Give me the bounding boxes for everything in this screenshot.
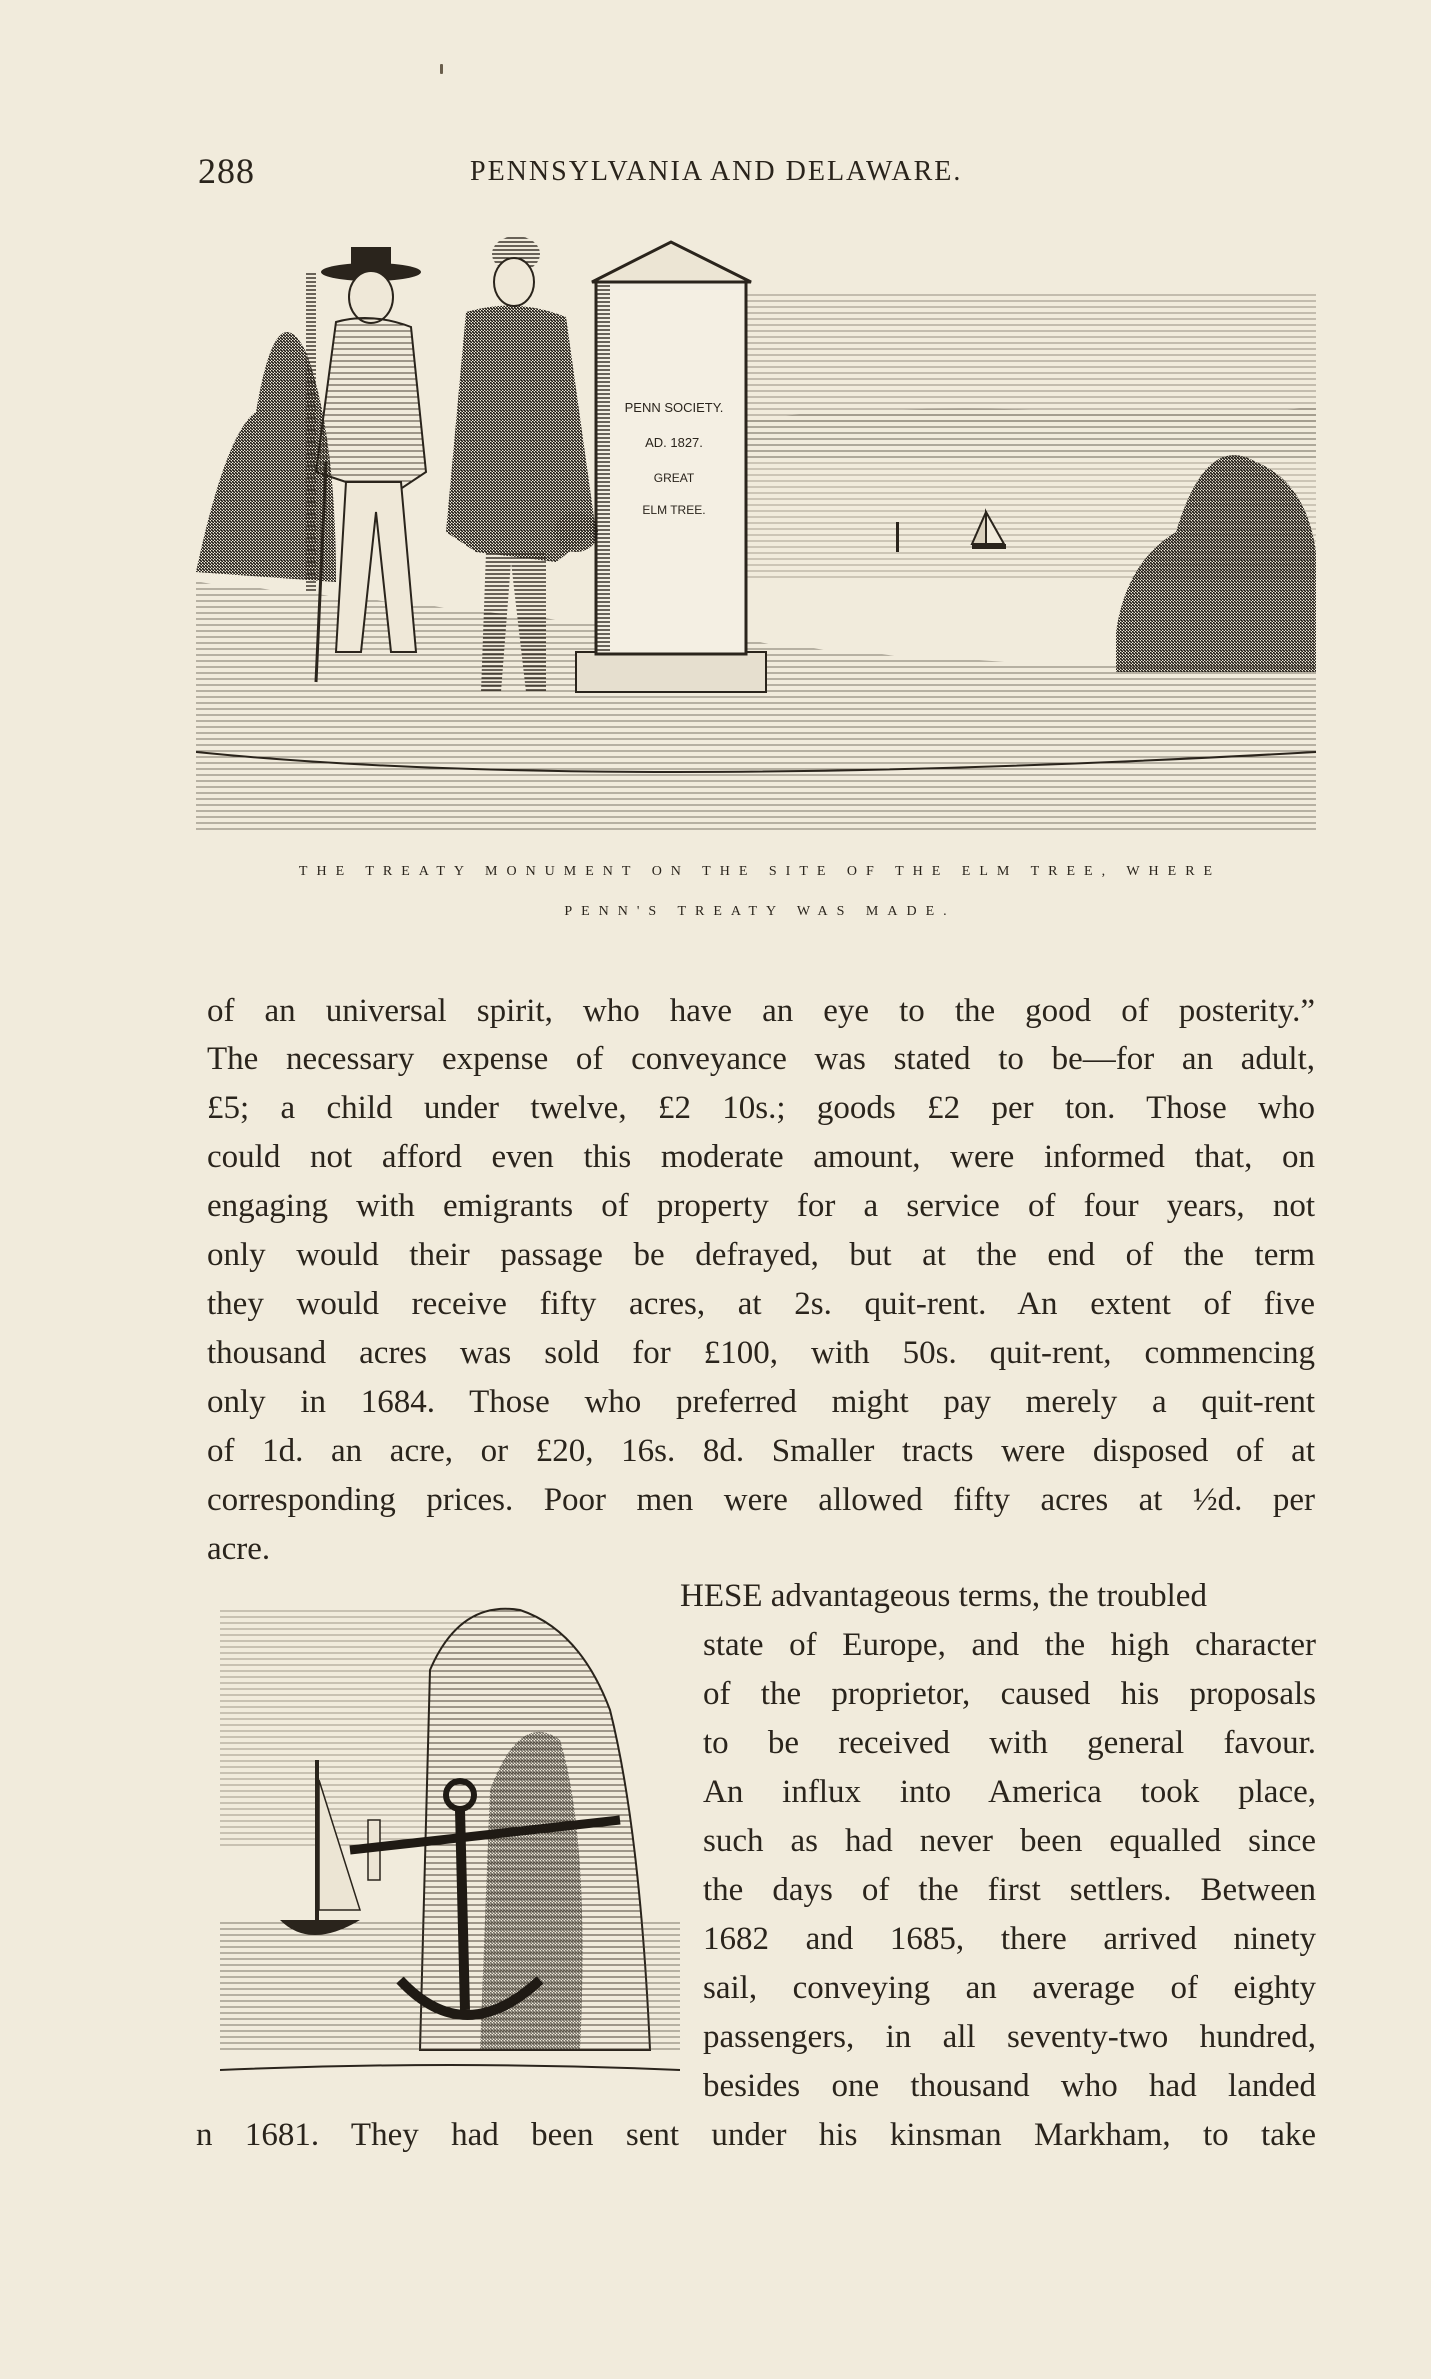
body-text-line: of 1d. an acre, or £20, 16s. 8d. Smaller tracts were disposed of at (207, 1433, 1315, 1469)
treaty-monument-engraving (196, 232, 1320, 832)
monument-line-3: GREAT (653, 471, 695, 485)
drop-paragraph-line: 1682 and 1685, there arrived ninety (703, 1921, 1316, 1957)
body-text-line: engaging with emigrants of property for a service of four years, not (207, 1188, 1315, 1224)
figure-caption-line-1: THE TREATY MONUMENT ON THE SITE OF THE ELM TREE, WHERE (298, 864, 1222, 879)
drop-paragraph-line: passengers, in all seventy-two hundred, (703, 2019, 1316, 2055)
anchor-cliff-vignette (220, 1590, 680, 2090)
drop-paragraph-line: HESE advantageous terms, the troubled (680, 1578, 1207, 1614)
vignette-illustration (220, 1590, 680, 2090)
body-text-line: could not afford even this moderate amount, were informed that, on (207, 1139, 1315, 1175)
drop-paragraph-line: such as had never been equalled since (703, 1823, 1316, 1859)
body-text-line: corresponding prices. Poor men were allowed fifty acres at ½d. per (207, 1482, 1315, 1518)
final-text-line: n 1681. They had been sent under his kinsman Markham, to take (196, 2117, 1316, 2153)
page-number: 288 (198, 151, 255, 191)
body-text-line: £5; a child under twelve, £2 10s.; goods £2 per ton. Those who (207, 1090, 1315, 1126)
body-text-line: of an universal spirit, who have an eye to the good of posterity.” (207, 993, 1315, 1029)
body-text-line: they would receive fifty acres, at 2s. quit-rent. An extent of five (207, 1286, 1315, 1322)
drop-paragraph-line: besides one thousand who had landed (703, 2068, 1316, 2104)
ink-speck (440, 64, 443, 74)
drop-paragraph-line: the days of the first settlers. Between (703, 1872, 1316, 1908)
drop-paragraph-line: to be received with general favour. (703, 1725, 1316, 1761)
body-text-line: acre. (207, 1531, 271, 1567)
engraving-illustration (196, 232, 1320, 832)
monument-line-4: ELM TREE. (642, 503, 706, 517)
running-title: PENNSYLVANIA AND DELAWARE. (470, 156, 963, 187)
drop-paragraph-line: An influx into America took place, (703, 1774, 1316, 1810)
body-text-line: only would their passage be defrayed, but at the end of the term (207, 1237, 1315, 1273)
body-text-line: only in 1684. Those who preferred might pay merely a quit-rent (207, 1384, 1315, 1420)
figure-caption-line-2: PENN'S TREATY WAS MADE. (564, 904, 956, 919)
body-text-line: The necessary expense of conveyance was stated to be—for an adult, (207, 1041, 1315, 1077)
monument-line-1: PENN SOCIETY. (624, 400, 724, 415)
drop-paragraph-line: state of Europe, and the high character (703, 1627, 1316, 1663)
body-text-line: thousand acres was sold for £100, with 50s. quit-rent, commencing (207, 1335, 1315, 1371)
monument-line-2: AD. 1827. (645, 435, 703, 450)
drop-paragraph-line: of the proprietor, caused his proposals (703, 1676, 1316, 1712)
drop-paragraph-line: sail, conveying an average of eighty (703, 1970, 1316, 2006)
